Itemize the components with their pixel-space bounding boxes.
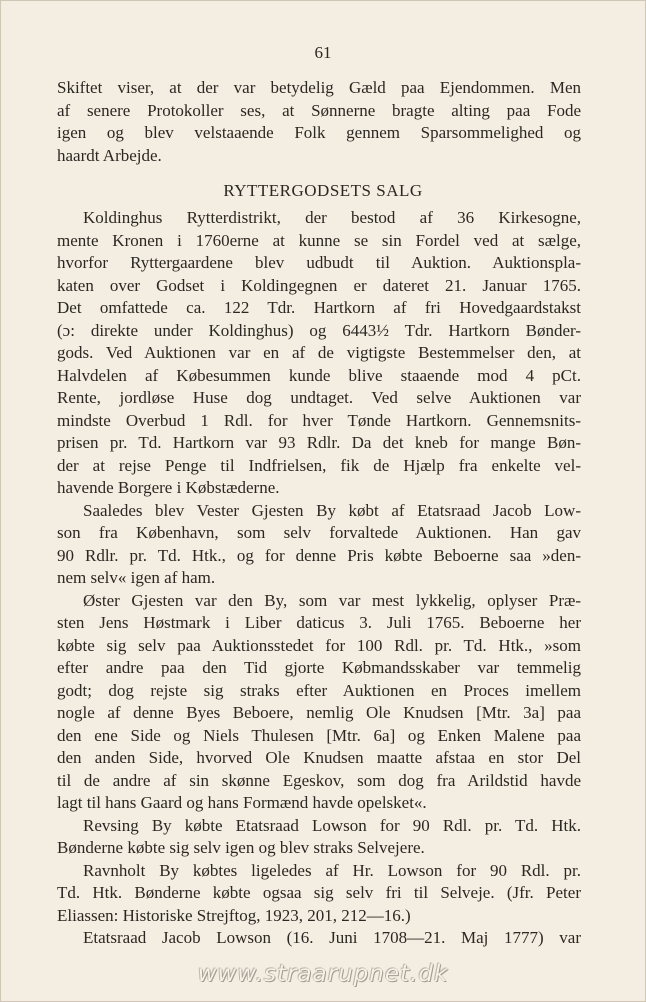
text-line: Saaledes blev Vester Gjesten By købt af Etatsraad Jacob Low-	[83, 500, 581, 520]
text-line: Revsing By købte Etatsraad Lowson for 90 Rdl. pr. Td. Htk.	[83, 815, 581, 835]
text-line: (ɔ: direkte under Koldinghus) og 6443½ Tdr. Hartkorn Bønder-	[57, 320, 581, 340]
text-line: 90 Rdlr. pr. Td. Htk., og for denne Pris købte Beboerne saa »den-	[57, 545, 581, 565]
body-text	[57, 207, 581, 950]
text-line: Det omfattede ca. 122 Tdr. Hartkorn af fri Hovedgaardstakst	[57, 298, 581, 317]
text-line: nem selv« igen af ham.	[57, 568, 216, 587]
text-line: Øster Gjesten var den By, som var mest lykkelig, oplyser Præ-	[83, 590, 581, 610]
watermark: www.straarupnet.dk	[197, 961, 449, 987]
text-line: son fra København, som selv forvaltede Auktionen. Han gav	[57, 523, 581, 542]
text-line: der at rejse Penge til Indfrielsen, fik de Hjælp fra enkelte vel-	[57, 455, 581, 475]
text-line: prisen pr. Td. Hartkorn var 93 Rdlr. Da det kneb for mange Bøn-	[57, 433, 581, 452]
text-line: den ene Side og Niels Thulesen [Mtr. 6a] og Enken Malene paa	[57, 725, 581, 745]
text-line: Etatsraad Jacob Lowson (16. Juni 1708—21. Maj 1777) var	[83, 928, 581, 947]
text-line: til de andre af sin skønne Egeskov, som dog fra Arildstid havde	[57, 770, 581, 790]
text-line: katen over Godset i Koldingegnen er dateret 21. Januar 1765.	[57, 275, 581, 295]
text-line: Bønderne købte sig selv igen og blev straks Selvejere.	[57, 838, 425, 857]
page-number: 61	[314, 43, 332, 62]
text-line: mente Kronen i 1760erne at kunne se sin Fordel ved at sælge,	[57, 230, 581, 250]
text-line: lagt til hans Gaard og hans Formænd havde opelsket«.	[57, 793, 427, 812]
text-line: Koldinghus Rytterdistrikt, der bestod af 36 Kirkesogne,	[83, 208, 581, 227]
section-heading: RYTTERGODSETS SALG	[223, 181, 423, 200]
text-line: Rente, jordløse Huse dog undtaget. Ved selve Auktionen var	[57, 388, 581, 407]
text-line: købte sig selv paa Auktionsstedet for 100 Rdl. pr. Td. Htk., »som	[57, 635, 581, 655]
text-line: den anden Side, hvorved Ole Knudsen maatte afstaa en stor Del	[57, 748, 581, 767]
text-line: af senere Protokoller ses, at Sønnerne bragte alting paa Fode	[57, 100, 581, 120]
text-line: sten Jens Høstmark i Liber daticus 3. Juli 1765. Beboerne her	[57, 613, 581, 632]
text-line: igen og blev velstaaende Folk gennem Sparsommelighed og	[57, 123, 581, 142]
text-line: godt; dog rejste sig straks efter Auktionen en Proces imellem	[57, 680, 581, 700]
text-line: havende Borgere i Købstæderne.	[57, 478, 280, 497]
text-line: Td. Htk. Bønderne købte ogsaa sig selv fri til Selveje. (Jfr. Peter	[57, 883, 581, 902]
text-line: efter andre paa den Tid gjorte Købmandsskaber var temmelig	[57, 658, 581, 677]
text-line: Ravnholt By købtes ligeledes af Hr. Lowson for 90 Rdl. pr.	[83, 860, 581, 880]
text-line: Skiftet viser, at der var betydelig Gæld paa Ejendommen. Men	[57, 78, 581, 97]
intro-paragraph	[57, 77, 581, 167]
text-line: nogle af denne Byes Beboere, nemlig Ole Knudsen [Mtr. 3a] paa	[57, 703, 581, 722]
text-line: Eliassen: Historiske Strejftog, 1923, 201, 212—16.)	[57, 905, 411, 925]
text-line: hvorfor Ryttergaardene blev udbudt til Auktion. Auktionspla-	[57, 253, 581, 272]
text-line: gods. Ved Auktionen var en af de vigtigste Bestemmelser den, at	[57, 343, 581, 362]
text-line: mindste Overbud 1 Rdl. for hver Tønde Hartkorn. Gennemsnits-	[57, 410, 581, 430]
text-line: Halvdelen af Købesummen kunde blive staaende mod 4 pCt.	[57, 365, 581, 385]
text-line: haardt Arbejde.	[57, 145, 162, 165]
